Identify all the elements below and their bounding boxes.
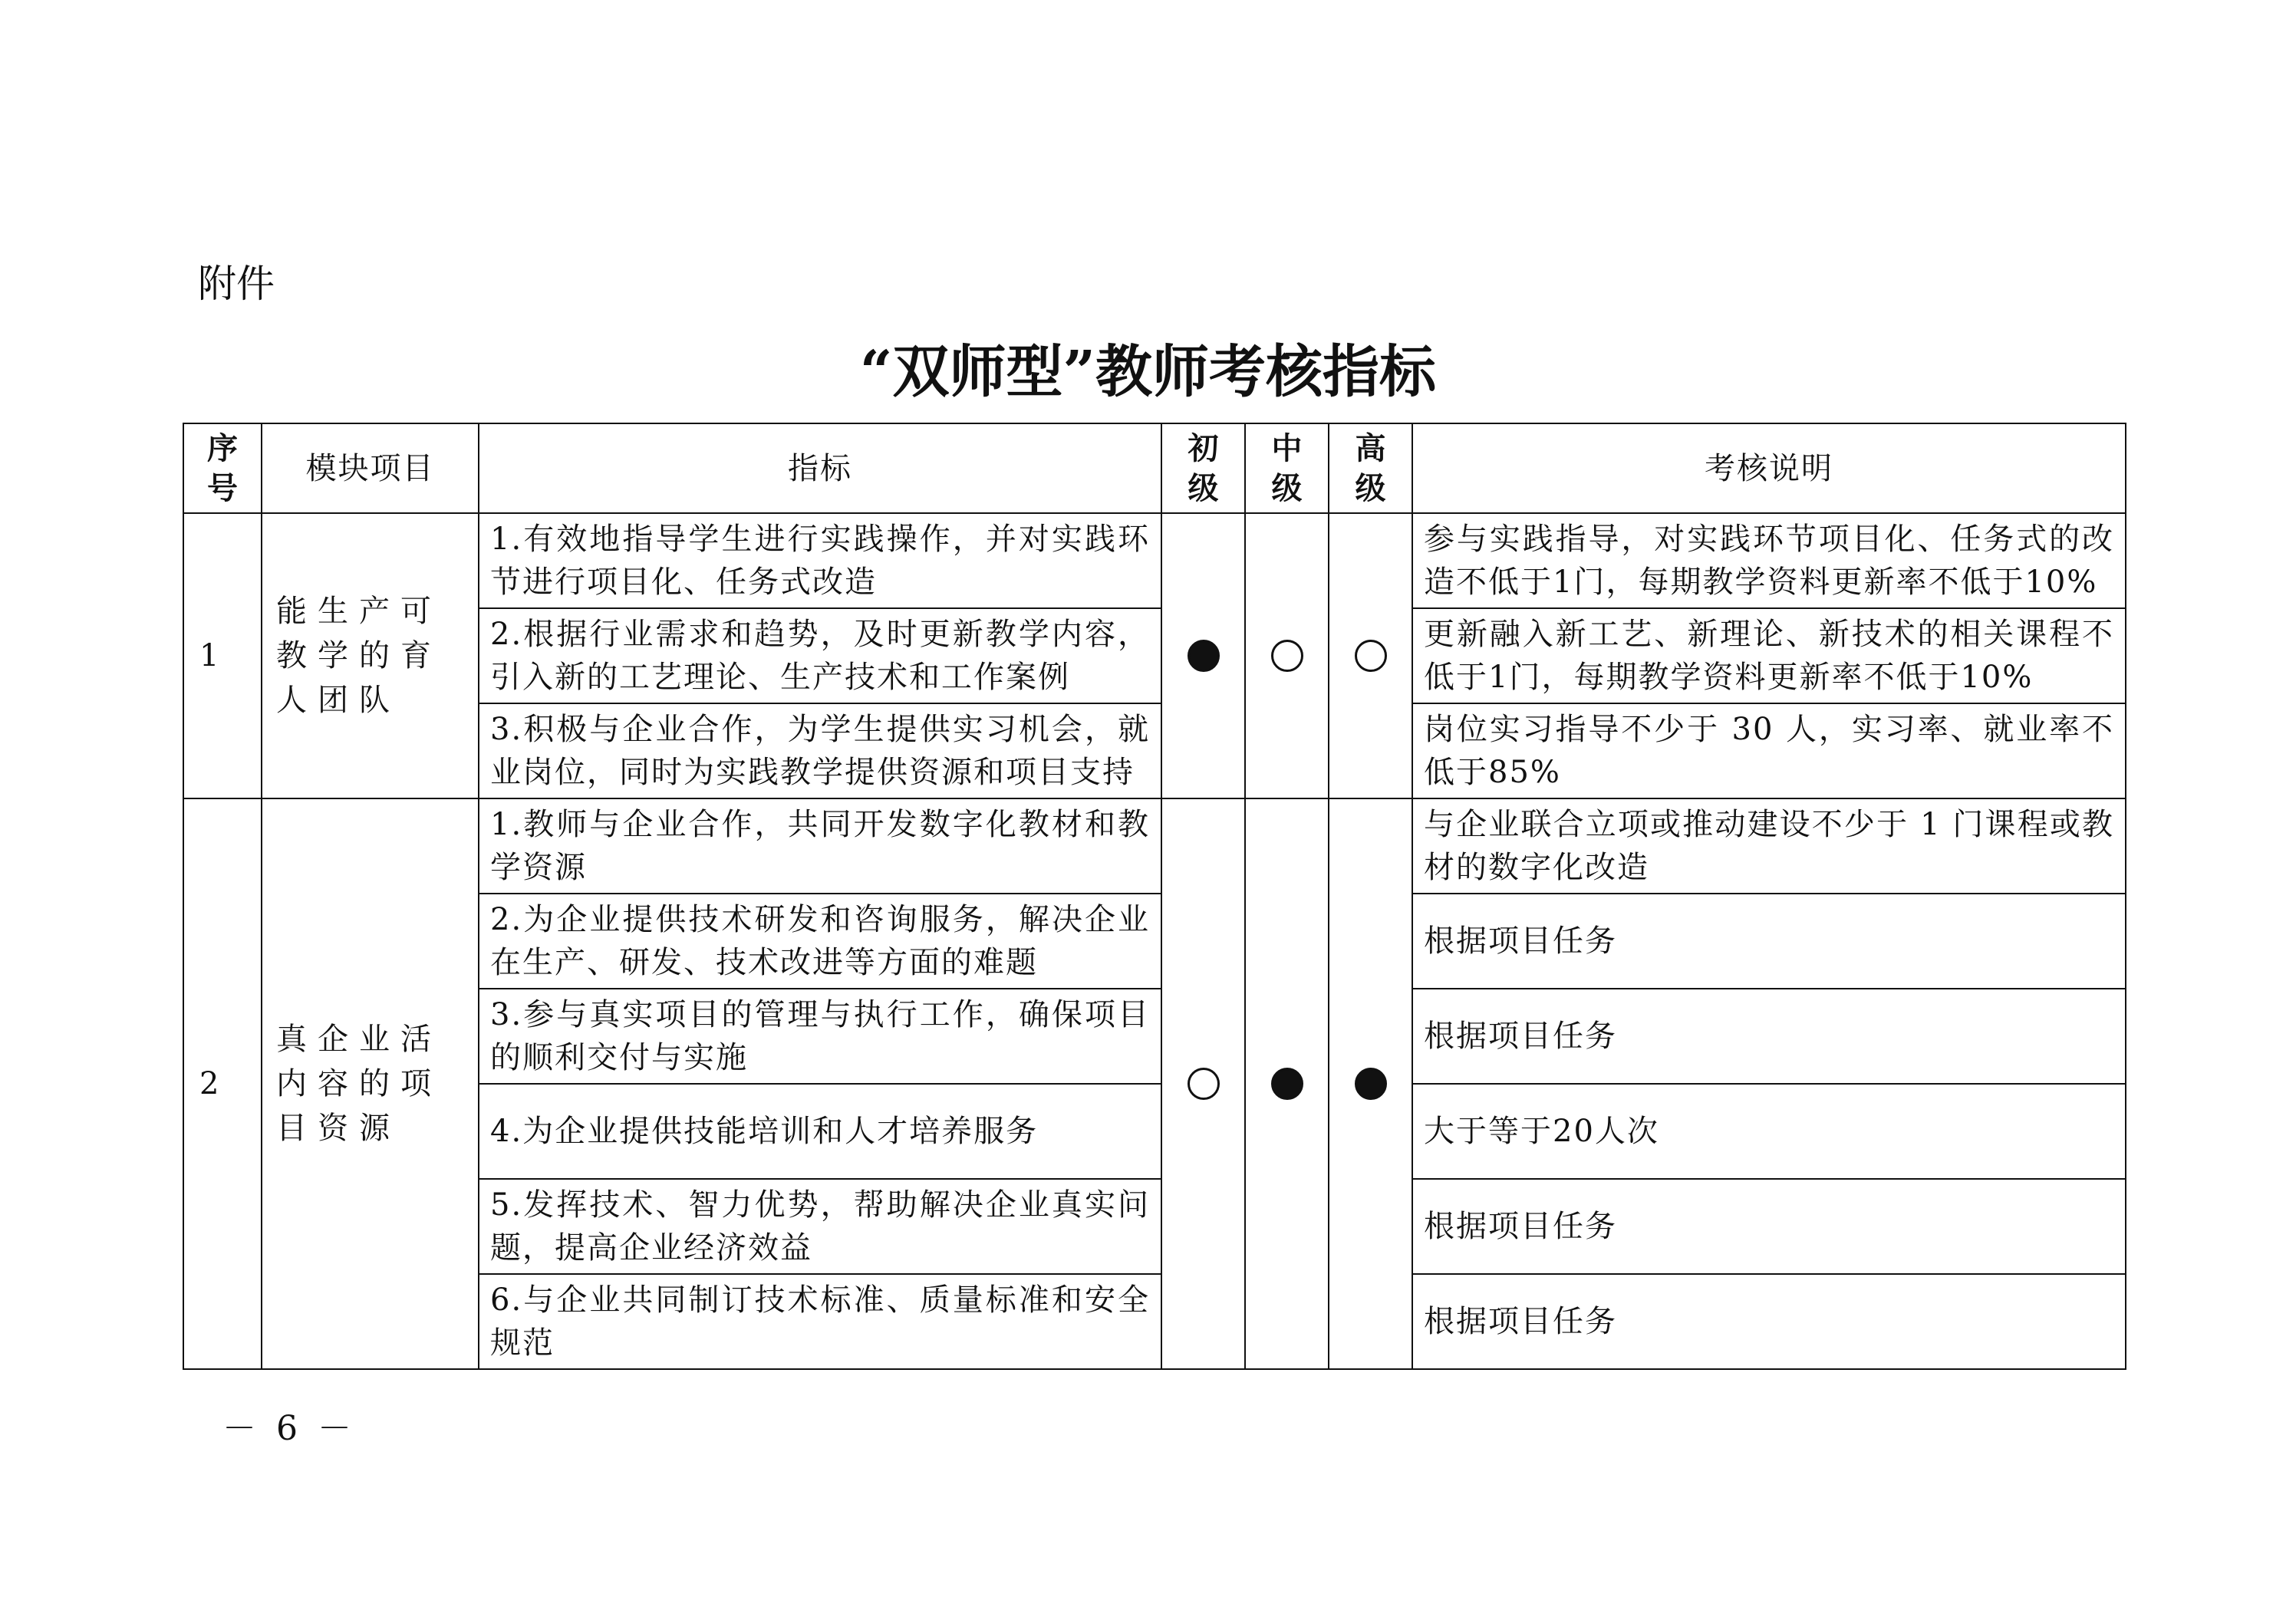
group-1-seq: 1 [183,513,262,798]
table-header-row [183,423,2126,513]
indicator-cell: 5.发挥技术、智力优势，帮助解决企业真实问题，提高企业经济效益 [479,1179,1161,1274]
indicator-cell: 2.为企业提供技术研发和咨询服务，解决企业在生产、研发、技术改进等方面的难题 [479,894,1161,989]
assessment-cell: 与企业联合立项或推动建设不少于 1 门课程或教材的数字化改造 [1412,798,2126,894]
table-row [183,798,2126,894]
assessment-table [183,423,2126,1370]
table-row [183,513,2126,608]
assessment-cell: 根据项目任务 [1412,1179,2126,1274]
header-seq: 序 号 [183,423,262,513]
assessment-cell: 岗位实习指导不少于 30 人，实习率、就业率不低于85% [1412,703,2126,798]
indicator-cell: 6.与企业共同制订技术标准、质量标准和安全规范 [479,1274,1161,1369]
page-number: － 6 － [222,1409,356,1448]
group-2-seq: 2 [183,798,262,1369]
empty-circle-icon [1271,640,1303,672]
group-1-level-middle [1245,513,1329,798]
header-level-middle: 中 级 [1245,423,1329,513]
empty-circle-icon [1355,640,1387,672]
group-1-module: 能生产可教学的育人团队 [262,513,479,798]
group-2-level-middle [1245,798,1329,1369]
indicator-cell: 2.根据行业需求和趋势，及时更新教学内容，引入新的工艺理论、生产技术和工作案例 [479,608,1161,703]
assessment-cell: 根据项目任务 [1412,989,2126,1084]
group-1-level-senior [1329,513,1412,798]
attachment-label: 附件 [198,262,275,306]
assessment-cell: 更新融入新工艺、新理论、新技术的相关课程不低于1门，每期教学资料更新率不低于10% [1412,608,2126,703]
header-level-junior: 初 级 [1161,423,1245,513]
empty-circle-icon [1188,1068,1220,1100]
group-2-module: 真企业活内容的项目资源 [262,798,479,1369]
document-title: “双师型”教师考核指标 [859,339,1437,405]
filled-circle-icon [1188,640,1220,672]
indicator-cell: 1.有效地指导学生进行实践操作，并对实践环节进行项目化、任务式改造 [479,513,1161,608]
header-module: 模块项目 [262,423,479,513]
assessment-cell: 参与实践指导，对实践环节项目化、任务式的改造不低于1门，每期教学资料更新率不低于10% [1412,513,2126,608]
indicator-cell: 3.参与真实项目的管理与执行工作，确保项目的顺利交付与实施 [479,989,1161,1084]
group-2-level-senior [1329,798,1412,1369]
group-1-level-junior [1161,513,1245,798]
assessment-cell: 大于等于20人次 [1412,1084,2126,1179]
assessment-cell: 根据项目任务 [1412,1274,2126,1369]
group-2-level-junior [1161,798,1245,1369]
indicator-cell: 4.为企业提供技能培训和人才培养服务 [479,1084,1161,1179]
indicator-cell: 1.教师与企业合作，共同开发数字化教材和教学资源 [479,798,1161,894]
header-assessment: 考核说明 [1412,423,2126,513]
indicator-cell: 3.积极与企业合作，为学生提供实习机会，就业岗位，同时为实践教学提供资源和项目支持 [479,703,1161,798]
header-level-senior: 高 级 [1329,423,1412,513]
header-indicator: 指标 [479,423,1161,513]
filled-circle-icon [1271,1068,1303,1100]
filled-circle-icon [1355,1068,1387,1100]
assessment-cell: 根据项目任务 [1412,894,2126,989]
